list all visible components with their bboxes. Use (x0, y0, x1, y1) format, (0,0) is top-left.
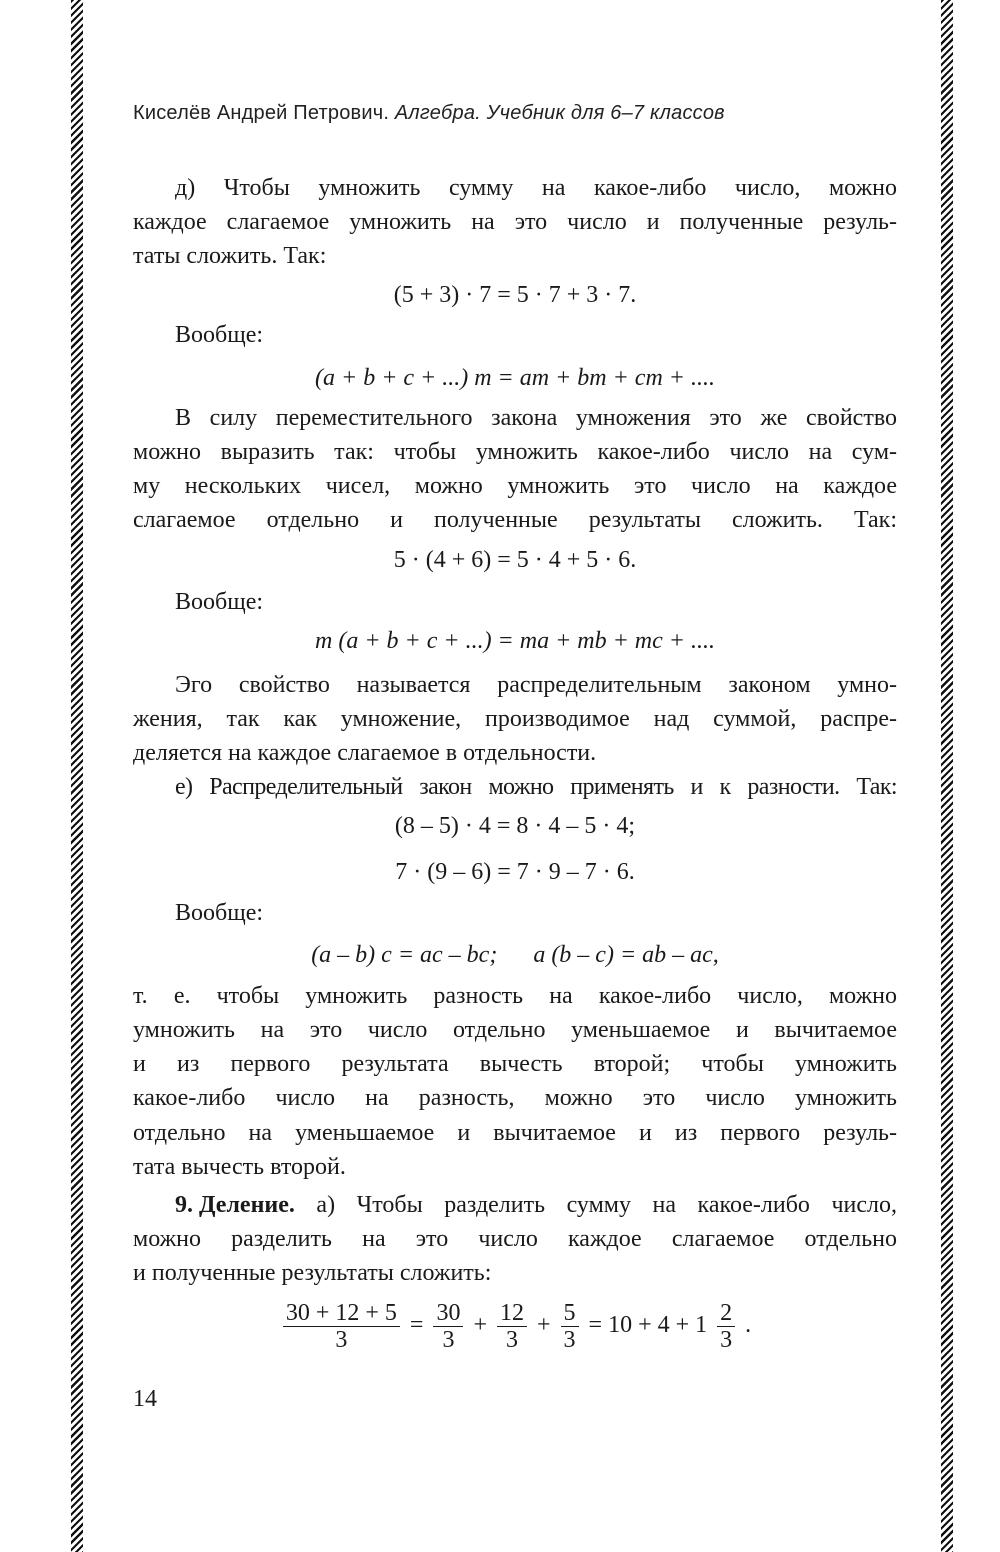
period: . (745, 1312, 752, 1339)
plus-sign: + (473, 1312, 487, 1339)
text-line: каждое слагаемое умножить на это число и полученные резуль- (133, 209, 897, 235)
plus-sign: + (537, 1312, 551, 1339)
fraction (717, 1300, 735, 1353)
text-line: В силу переместительного закона умножения это же свойство (175, 405, 897, 431)
text-line: Вообще: (175, 322, 264, 348)
page-number: 14 (133, 1386, 157, 1412)
formula: (8 – 5) · 4 = 8 · 4 – 5 · 4; (394, 813, 636, 839)
text-line: какое-либо число на разность, можно это число умножить (133, 1085, 897, 1111)
header-title: Алгебра. Учебник для 6–7 классов (394, 102, 725, 124)
text-line: д) Чтобы умножить сумму на какое-либо число, можно (175, 175, 897, 201)
denominator: 3 (506, 1327, 518, 1353)
denominator: 3 (335, 1327, 348, 1353)
header-author: Киселёв Андрей Петрович. (133, 102, 390, 124)
text-line: можно выразить так: чтобы умножить какое-либо число на сум- (133, 439, 897, 465)
numerator: 2 (717, 1300, 735, 1327)
text-fragment: а) Чтобы разделить сумму на какое-либо число, (294, 1192, 897, 1218)
formula: (a + b + c + ...) т = am + bm + cm + .... (315, 365, 715, 391)
sum-result: = 10 + 4 + 1 (588, 1312, 708, 1339)
numerator: 5 (561, 1300, 579, 1327)
fraction (433, 1300, 463, 1353)
text-line: таты сложить. Так: (133, 243, 327, 269)
text-line: тата вычесть второй. (133, 1154, 346, 1180)
text-line: отдельно на уменьшаемое и вычитаемое и из первого резуль- (133, 1120, 897, 1146)
text-line: е) Распределительный закон можно применять и к разности. Так: (175, 774, 897, 800)
right-hatch-border (941, 0, 953, 1552)
formula: 5 · (4 + 6) = 5 · 4 + 5 · 6. (393, 547, 637, 573)
text-line: Эго свойство называется распределительным законом умно- (175, 672, 897, 698)
fraction (283, 1300, 400, 1353)
numerator: 30 (433, 1300, 463, 1327)
numerator: 30 + 12 + 5 (283, 1300, 400, 1327)
formula: 7 · (9 – 6) = 7 · 9 – 7 · 6. (395, 859, 635, 885)
formula: (a – b) c = ac – bc; a (b – c) = ab – ac, (311, 942, 719, 968)
left-hatch-border (71, 0, 83, 1552)
equals-sign: = (409, 1312, 424, 1339)
text-line: деляется на каждое слагаемое в отдельности. (133, 740, 597, 766)
text-line: Вообще: (175, 900, 264, 926)
text-line: и из первого результата вычесть второй; чтобы умножить (133, 1051, 897, 1077)
section-heading: 9. Деление. (175, 1192, 295, 1218)
text-line: и полученные результаты сложить: (133, 1260, 492, 1286)
running-header (133, 102, 725, 125)
formula: (5 + 3) · 7 = 5 · 7 + 3 · 7. (393, 282, 637, 308)
text-line (175, 1190, 897, 1220)
text-line: слагаемое отдельно и полученные результаты сложить. Так: (133, 507, 897, 533)
text-line: Вообще: (175, 589, 264, 615)
fraction-formula (133, 1300, 897, 1353)
text-line: можно разделить на это число каждое слагаемое отдельно (133, 1226, 897, 1252)
denominator: 3 (442, 1327, 455, 1353)
text-line: жения, так как умножение, производимое над суммой, распре- (133, 706, 897, 732)
formula: m (a + b + c + ...) = ma + mb + mc + .... (315, 628, 715, 654)
numerator: 12 (497, 1300, 527, 1327)
denominator: 3 (563, 1327, 576, 1353)
fraction (497, 1300, 527, 1353)
text-line: т. е. чтобы умножить разность на какое-либо число, можно (133, 983, 897, 1009)
fraction (561, 1300, 579, 1353)
denominator: 3 (720, 1327, 733, 1353)
text-line: умножить на это число отдельно уменьшаемое и вычитаемое (133, 1017, 897, 1043)
text-line: му нескольких чисел, можно умножить это число на каждое (133, 473, 897, 499)
